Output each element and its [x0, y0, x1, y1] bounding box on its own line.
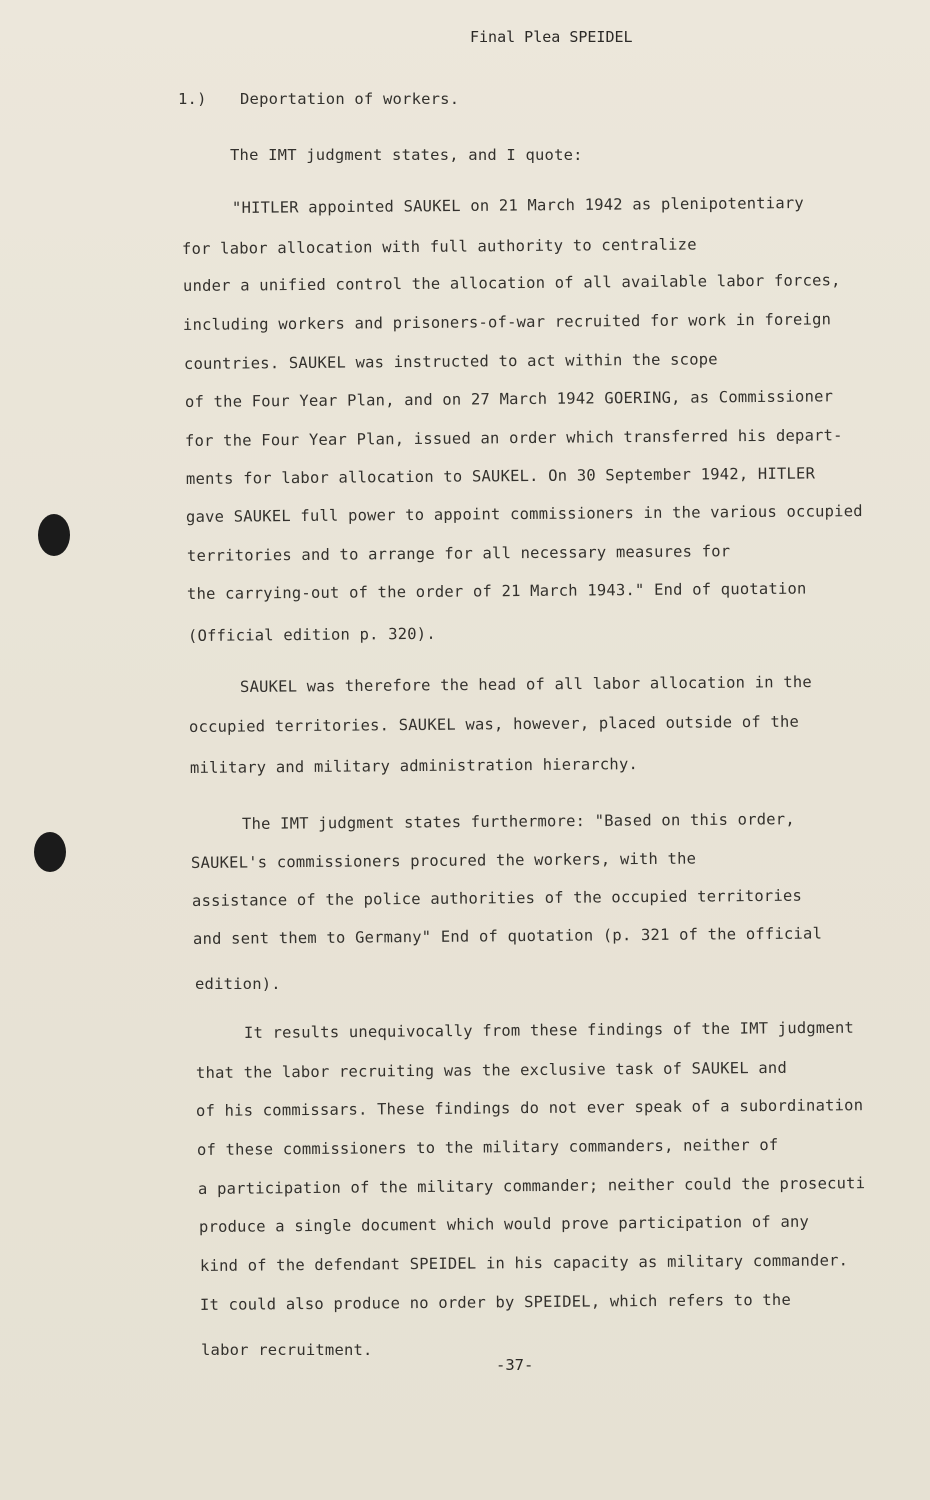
text-line: edition). [195, 975, 281, 993]
text-line: of his commissars. These findings do not ever speak of a subordination [195, 1096, 864, 1120]
text-line: a participation of the military commander; neither could the prosecuti [197, 1174, 866, 1198]
text-line: SAUKEL's commissioners procured the workers, with the [190, 849, 697, 872]
text-line: that the labor recruiting was the exclusive task of SAUKEL and [195, 1058, 788, 1082]
text-line: SAUKEL was therefore the head of all labor allocation in the [239, 673, 812, 696]
text-line: for the Four Year Plan, issued an order which transferred his depart- [184, 426, 843, 450]
text-line: kind of the defendant SPEIDEL in his capacity as military commander. [199, 1251, 849, 1275]
text-line: of the Four Year Plan, and on 27 March 1942 GOERING, as Commissioner [184, 387, 834, 411]
text-line: countries. SAUKEL was instructed to act within the scope [183, 350, 718, 373]
text-line: under a unified control the allocation of all available labor forces, [182, 271, 841, 295]
text-line: territories and to arrange for all necessary measures for [186, 542, 731, 565]
text-line: the carrying-out of the order of 21 March 1943." End of quotation [186, 579, 807, 603]
text-line: labor recruitment. [201, 1341, 373, 1359]
section-title: Deportation of workers. [240, 90, 460, 108]
text-line: The IMT judgment states furthermore: "Based on this order, [241, 810, 795, 833]
punch-hole-bottom [34, 832, 66, 872]
section-number: 1.) [178, 90, 207, 108]
text-line: and sent them to Germany" End of quotation (p. 321 of the official [192, 924, 823, 948]
text-line: (Official edition p. 320). [187, 624, 436, 645]
text-line: ments for labor allocation to SAUKEL. On 30 September 1942, HITLER [185, 464, 816, 488]
text-line: "HITLER appointed SAUKEL on 21 March 1942 as plenipotentiary [231, 194, 804, 217]
document-header: Final Plea SPEIDEL [470, 28, 633, 46]
punch-hole-top [38, 514, 70, 556]
text-line: gave SAUKEL full power to appoint commissioners in the various occupied [185, 502, 863, 526]
page-number: -37- [496, 1356, 534, 1374]
text-line: assistance of the police authorities of the occupied territories [191, 886, 803, 910]
text-line: of these commissioners to the military commanders, neither of [196, 1135, 779, 1159]
text-line: It could also produce no order by SPEIDEL, which refers to the [199, 1290, 792, 1314]
text-line: military and military administration hierarchy. [189, 755, 639, 777]
text-line: produce a single document which would prove participation of any [198, 1212, 810, 1236]
text-line: It results unequivocally from these findings of the IMT judgment [243, 1018, 855, 1042]
intro-line: The IMT judgment states, and I quote: [230, 146, 583, 164]
text-line: for labor allocation with full authority to centralize [181, 235, 697, 258]
text-line: occupied territories. SAUKEL was, however, placed outside of the [188, 712, 800, 736]
text-line: including workers and prisoners-of-war recruited for work in foreign [182, 310, 832, 334]
